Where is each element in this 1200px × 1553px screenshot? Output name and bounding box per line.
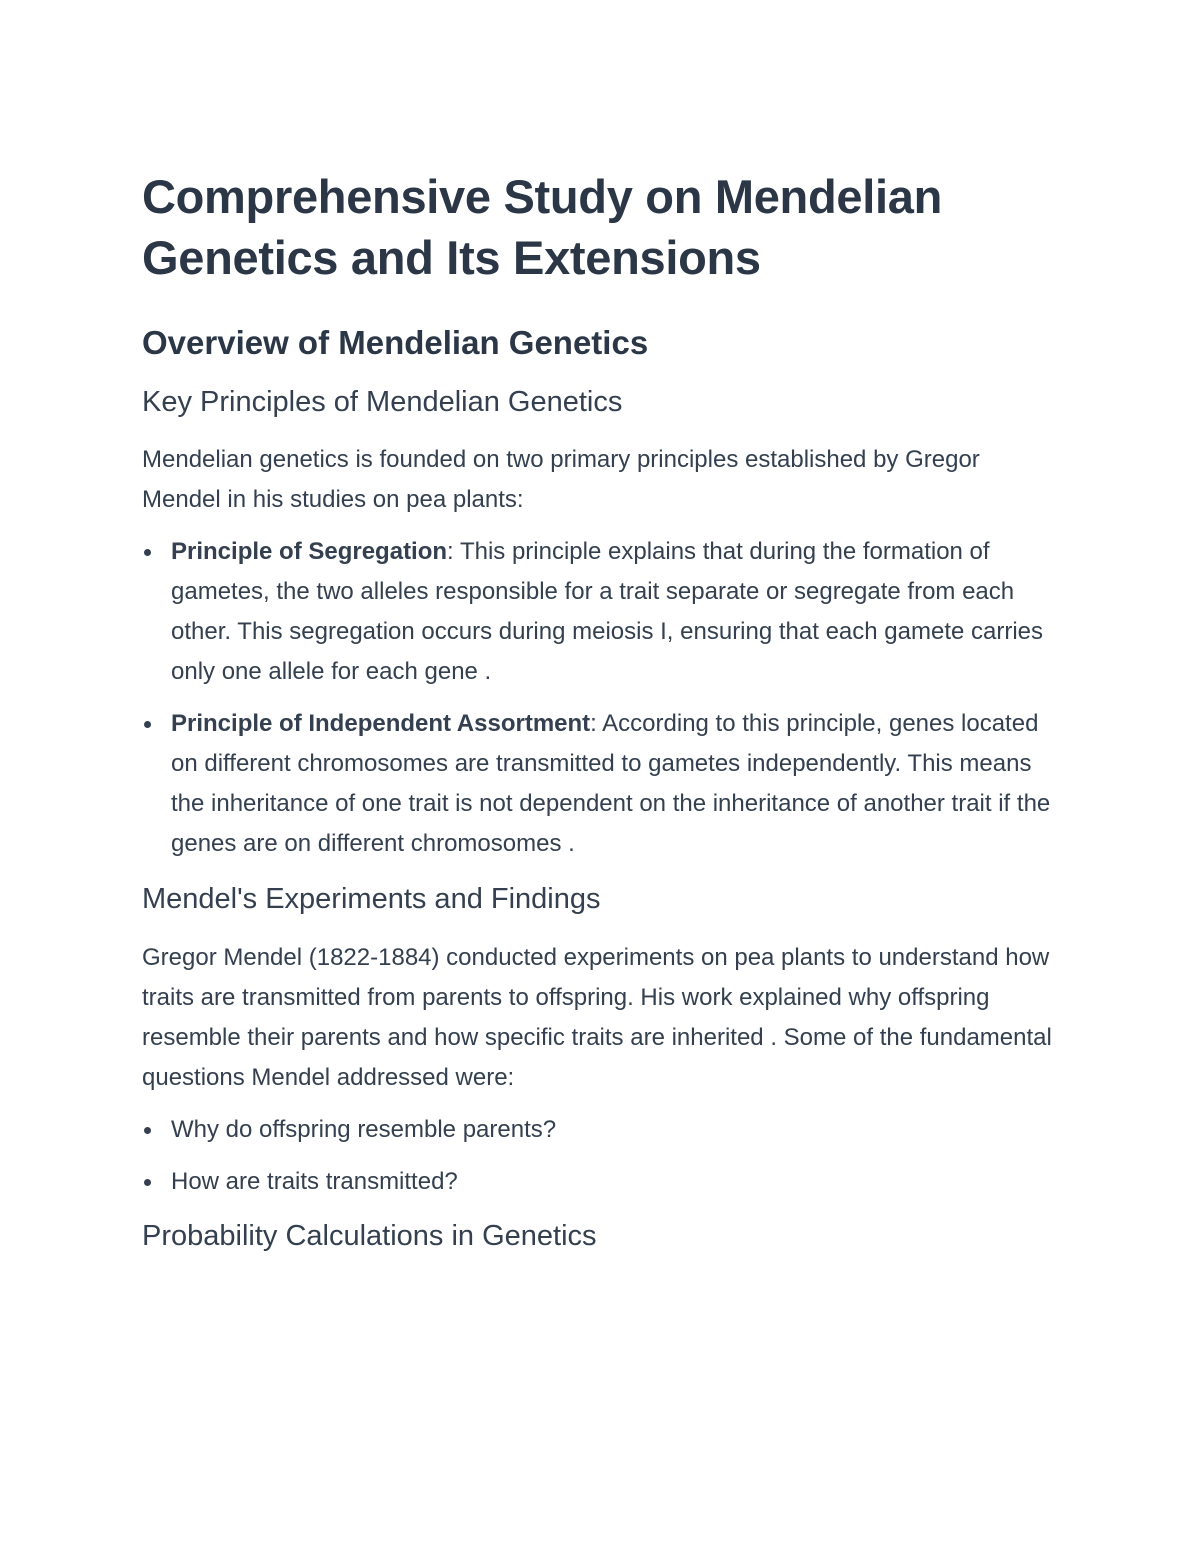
principles-list xyxy=(142,532,1062,864)
subsection-heading-probability: Probability Calculations in Genetics xyxy=(142,1220,597,1252)
principle-term: Principle of Segregation xyxy=(171,538,448,565)
list-item-question xyxy=(142,1162,1062,1202)
principle-description: : This principle explains that during the formation of gametes, the two alleles responsible for a trait separate or segregate from each other. This segregation occurs during meiosis I, ensuring that each gamete carries only one allele for each gene . xyxy=(171,538,1044,685)
section-heading-overview: Overview of Mendelian Genetics xyxy=(142,324,649,361)
subsection-heading-key-principles: Key Principles of Mendelian Genetics xyxy=(142,386,623,418)
principle-term: Principle of Independent Assortment xyxy=(171,710,591,737)
document-page xyxy=(142,166,1062,1254)
bullet-icon xyxy=(144,1127,151,1134)
question-text: Why do offspring resemble parents? xyxy=(171,1116,557,1143)
key-principles-intro-paragraph: Mendelian genetics is founded on two primary principles established by Gregor Mendel in his studies on pea plants: xyxy=(142,446,980,513)
subsection-heading-experiments: Mendel's Experiments and Findings xyxy=(142,883,601,915)
experiments-paragraph: Gregor Mendel (1822-1884) conducted experiments on pea plants to understand how traits are transmitted from parents to offspring. His work explained why offspring resemble their parents and how specific traits are inherited . Some of the fundamental questions Mendel addressed were: xyxy=(142,944,1052,1091)
question-text: How are traits transmitted? xyxy=(171,1168,458,1195)
document-title: Comprehensive Study on Mendelian Genetics and Its Extensions xyxy=(142,170,942,284)
bullet-icon xyxy=(144,1179,151,1186)
bullet-icon xyxy=(144,549,151,556)
questions-list xyxy=(142,1110,1062,1202)
list-item-question xyxy=(142,1110,1062,1150)
list-item-segregation xyxy=(142,532,1062,692)
principle-description: : According to this principle, genes located on different chromosomes are transmitted to gametes independently. This means the inheritance of one trait is not dependent on the inheritance of another trait if the genes are on different chromosomes . xyxy=(171,710,1051,857)
bullet-icon xyxy=(144,721,151,728)
list-item-independent-assortment xyxy=(142,704,1062,864)
